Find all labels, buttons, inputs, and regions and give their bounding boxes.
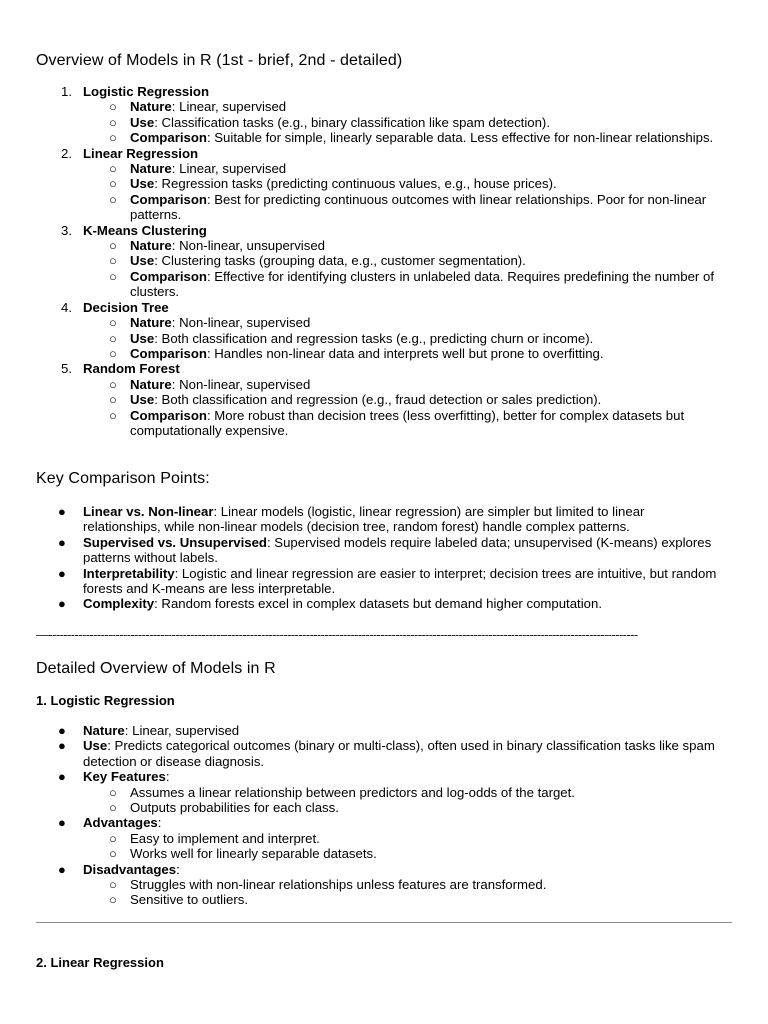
circle-bullet-icon: ○ (109, 846, 117, 862)
bullet-icon: ● (58, 534, 66, 550)
circle-bullet-icon: ○ (109, 176, 117, 192)
list-item (0, 223, 768, 238)
list-item: ○ Use: Both classification and regression tasks (e.g., predicting churn or income). (109, 330, 594, 346)
item-number: 5. (61, 361, 72, 377)
list-item: ● Supervised vs. Unsupervised: Supervised models require labeled data; unsupervised (K-means) explores patterns without labels. (58, 534, 712, 566)
circle-bullet-icon: ○ (109, 114, 117, 130)
list-item: ● Disadvantages: (58, 861, 180, 877)
circle-bullet-icon: ○ (109, 268, 117, 284)
list-item (0, 146, 768, 161)
circle-bullet-icon: ○ (109, 407, 117, 423)
list-item: ○ Comparison: Suitable for simple, linearly separable data. Less effective for non-linear relationships. (109, 130, 714, 146)
bullet-icon: ● (58, 596, 66, 612)
list-item: ○ Nature: Linear, supervised (109, 99, 287, 115)
logistic-details-list (0, 723, 768, 908)
circle-bullet-icon: ○ (109, 892, 117, 908)
list-item: ○ Struggles with non-linear relationships unless features are transformed. (109, 877, 547, 893)
comparison-points-list (0, 504, 768, 612)
list-item: ○ Works well for linearly separable datasets. (109, 846, 377, 862)
list-item (0, 84, 768, 99)
bullet-icon: ● (58, 565, 66, 581)
circle-bullet-icon: ○ (109, 877, 117, 893)
circle-bullet-icon: ○ (109, 161, 117, 177)
bullet-icon: ● (58, 861, 66, 877)
item-number: 3. (61, 222, 72, 238)
bullet-icon: ● (58, 738, 66, 754)
circle-bullet-icon: ○ (109, 800, 117, 816)
models-numbered-list (0, 84, 768, 438)
list-item: ○ Nature: Non-linear, supervised (109, 376, 311, 392)
list-item: ○ Use: Regression tasks (predicting continuous values, e.g., house prices). (109, 176, 557, 192)
item-number: 2. (61, 145, 72, 161)
item-number: 1. (61, 84, 72, 99)
bullet-icon: ● (58, 504, 66, 519)
list-item: ○ Use: Clustering tasks (grouping data, e.g., customer segmentation). (109, 253, 526, 269)
list-item: ● Linear vs. Non-linear: Linear models (logistic, linear regression) are simpler but limited to linear relationships, while non-linear models (decision tree, random forest) handle complex patterns. (58, 504, 645, 535)
list-item: ○ Outputs probabilities for each class. (109, 800, 339, 816)
list-item: ● Nature: Linear, supervised (58, 723, 240, 738)
list-item: ○ Assumes a linear relationship between predictors and log-odds of the target. (109, 784, 575, 800)
list-item (0, 361, 768, 376)
circle-bullet-icon: ○ (109, 130, 117, 146)
circle-bullet-icon: ○ (109, 191, 117, 207)
item-title: K-Means Clustering (83, 222, 207, 238)
list-item: ○ Use: Classification tasks (e.g., binary classification like spam detection). (109, 114, 550, 130)
circle-bullet-icon: ○ (109, 238, 117, 254)
list-item: ○ Nature: Non-linear, supervised (109, 315, 311, 331)
overview-title: Overview of Models in R (1st - brief, 2nd - detailed) (36, 52, 403, 69)
list-item: ○ Comparison: Best for predicting continuous outcomes with linear relationships. Poor for non-linear patterns. (109, 191, 707, 223)
list-item: ● Use: Predicts categorical outcomes (binary or multi-class), often used in binary classification tasks like spam detection or disease diagnosis. (58, 738, 715, 769)
dashed-separator: —-------------------------------------------------------------------------------------------------------------------------------------------------------------- (36, 627, 638, 642)
item-title: Random Forest (83, 361, 180, 377)
bullet-icon: ● (58, 769, 66, 785)
circle-bullet-icon: ○ (109, 330, 117, 346)
bullet-icon: ● (58, 723, 66, 738)
list-item: ○ Comparison: Handles non-linear data and interprets well but prone to overfitting. (109, 345, 604, 361)
circle-bullet-icon: ○ (109, 253, 117, 269)
circle-bullet-icon: ○ (109, 830, 117, 846)
list-item: ● Interpretability: Logistic and linear regression are easier to interpret; decision trees are intuitive, but random forests and K-means are less interpretable. (58, 565, 717, 597)
item-title: Decision Tree (83, 299, 169, 315)
list-item: ○ Use: Both classification and regression (e.g., fraud detection or sales prediction). (109, 392, 602, 408)
list-item: ○ Easy to implement and interpret. (109, 830, 320, 846)
item-title: Logistic Regression (83, 84, 210, 99)
item-number: 4. (61, 299, 72, 315)
list-item: ○ Sensitive to outliers. (109, 892, 249, 908)
list-item: ● Advantages: (58, 815, 162, 831)
list-item: ● Key Features: (58, 769, 170, 785)
detailed-overview-title: Detailed Overview of Models in R (36, 660, 276, 677)
horizontal-rule (36, 922, 732, 923)
list-item: ○ Comparison: More robust than decision trees (less overfitting), better for complex datasets but computationally expensive. (109, 407, 685, 438)
logistic-regression-heading: 1. Logistic Regression (36, 693, 175, 708)
list-item: ○ Nature: Non-linear, unsupervised (109, 238, 325, 254)
key-comparison-title: Key Comparison Points: (36, 470, 210, 487)
list-item (0, 300, 768, 315)
bullet-icon: ● (58, 815, 66, 831)
circle-bullet-icon: ○ (109, 99, 117, 115)
circle-bullet-icon: ○ (109, 392, 117, 408)
list-item: ○ Nature: Linear, supervised (109, 161, 287, 177)
item-title: Linear Regression (83, 145, 199, 161)
circle-bullet-icon: ○ (109, 345, 117, 361)
list-item: ● Complexity: Random forests excel in complex datasets but demand higher computation. (58, 596, 602, 612)
circle-bullet-icon: ○ (109, 784, 117, 800)
circle-bullet-icon: ○ (109, 376, 117, 392)
linear-regression-heading: 2. Linear Regression (36, 955, 164, 970)
circle-bullet-icon: ○ (109, 315, 117, 331)
list-item: ○ Comparison: Effective for identifying clusters in unlabeled data. Requires predefining the number of clusters. (109, 268, 714, 300)
